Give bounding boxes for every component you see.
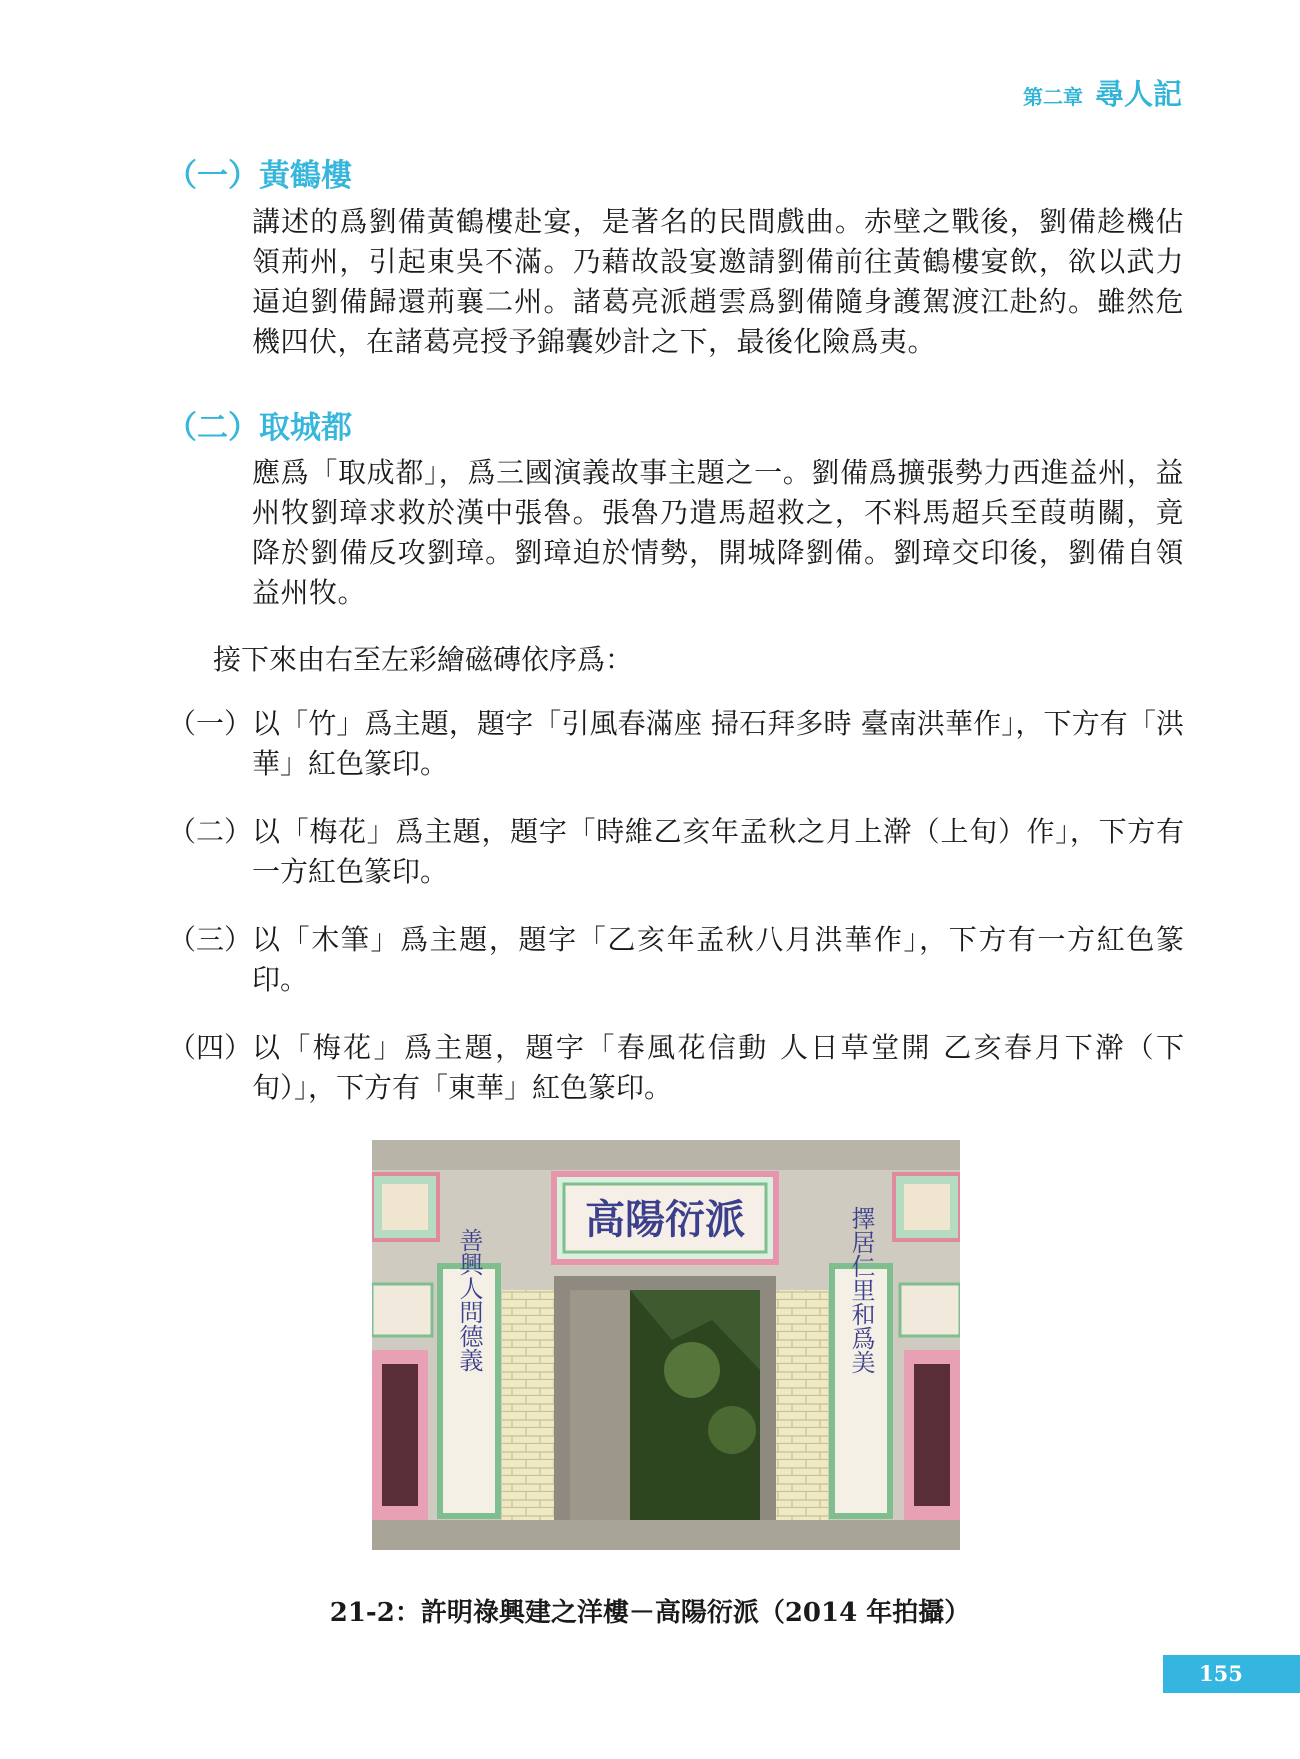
photo-illustration <box>372 1140 960 1550</box>
list-item <box>168 812 1184 892</box>
list-item-number: （四） <box>168 1031 253 1064</box>
list-item-number: （二） <box>168 815 253 848</box>
intro-line: 接下來由右至左彩繪磁磚依序爲： <box>213 643 634 676</box>
running-header <box>1023 72 1182 113</box>
figure-caption: 21-2：許明祿興建之洋樓－高陽衍派（2014 年拍攝） <box>329 1598 971 1628</box>
page-number-tab <box>1163 1655 1300 1693</box>
plaque-text: 高陽衍派 <box>585 1196 745 1243</box>
building-photo <box>372 1140 960 1550</box>
list-item-text: 以「梅花」爲主題，題字「時維乙亥年孟秋之月上澣（上旬）作」，下方有一方紅色篆印。 <box>252 815 1184 888</box>
chapter-title: 尋人記 <box>1094 77 1182 111</box>
section-heading-1: （一）黃鶴樓 <box>166 158 352 194</box>
section-body-2: 應爲「取成都」，爲三國演義故事主題之一。劉備爲擴張勢力西進益州，益州牧劉璋求救於漢中張魯。張魯乃遣馬超救之，不料馬超兵至葭萌關，竟降於劉備反攻劉璋。劉璋迫於情勢，開城降劉備。劉璋交印後，劉備自領益州牧。 <box>252 456 1184 609</box>
section-heading-2: （二）取城都 <box>166 410 352 446</box>
page-number: 155 <box>1199 1661 1243 1686</box>
couplet-left: 善興人問德義 <box>455 1228 483 1372</box>
list-item <box>168 920 1184 1000</box>
section-body-1: 講述的爲劉備黃鶴樓赴宴，是著名的民間戲曲。赤壁之戰後，劉備趁機佔領荊州，引起東吳不滿。乃藉故設宴邀請劉備前往黃鶴樓宴飲，欲以武力逼迫劉備歸還荊襄二州。諸葛亮派趙雲爲劉備隨身護駕渡江赴約。雖然危機四伏，在諸葛亮授予錦囊妙計之下，最後化險爲夷。 <box>252 205 1184 358</box>
list-item <box>168 704 1184 784</box>
list-item <box>168 1028 1184 1108</box>
list-item-text: 以「梅花」爲主題，題字「春風花信動 人日草堂開 乙亥春月下澣（下旬）」，下方有「東華」紅色篆印。 <box>252 1031 1184 1104</box>
list-item-text: 以「木筆」爲主題，題字「乙亥年孟秋八月洪華作」，下方有一方紅色篆印。 <box>252 923 1184 996</box>
chapter-label: 第二章 <box>1022 85 1083 109</box>
list-item-number: （三） <box>168 923 253 956</box>
list-item-text: 以「竹」爲主題，題字「引風春滿座 掃石拜多時 臺南洪華作」，下方有「洪華」紅色篆印。 <box>252 707 1184 780</box>
list-item-number: （一） <box>168 707 253 740</box>
couplet-right: 擇居仁里和爲美 <box>847 1206 875 1374</box>
